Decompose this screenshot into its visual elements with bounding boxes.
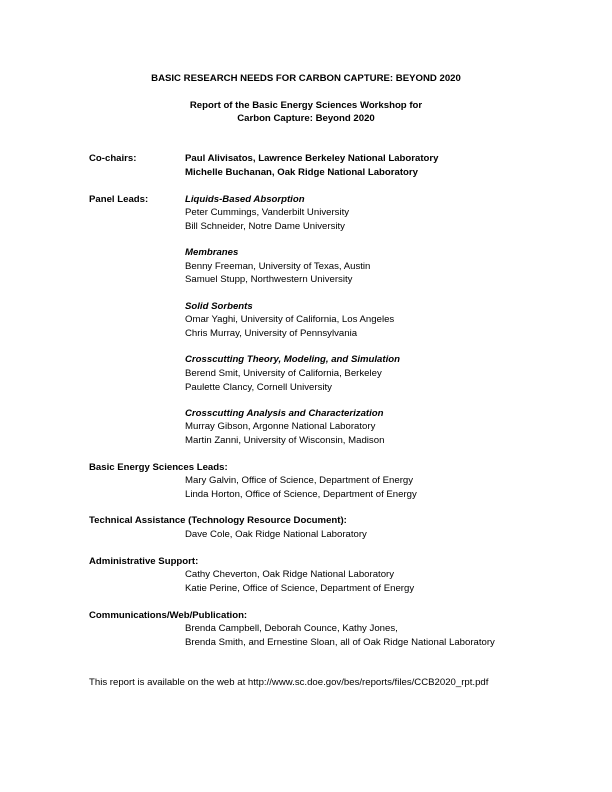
panel-member: Peter Cummings, Vanderbilt University	[185, 207, 350, 218]
cochair-name: Paul Alivisatos, Lawrence Berkeley National Laboratory	[185, 153, 439, 164]
cochair-name: Michelle Buchanan, Oak Ridge National Laboratory	[185, 167, 418, 178]
panel-title: Solid Sorbents	[185, 301, 253, 312]
subtitle-line-2: Carbon Capture: Beyond 2020	[237, 113, 375, 124]
technical-assistance-label: Technical Assistance (Technology Resource Document):	[89, 515, 347, 526]
panel-title: Membranes	[185, 247, 239, 258]
panel-title: Liquids-Based Absorption	[185, 194, 305, 205]
technical-assistance-name: Dave Cole, Oak Ridge National Laboratory	[185, 529, 367, 540]
subtitle-line-1: Report of the Basic Energy Sciences Workshop for	[189, 100, 423, 111]
panel-member: Benny Freeman, University of Texas, Austin	[185, 261, 371, 272]
panel-member: Martin Zanni, University of Wisconsin, Madison	[185, 435, 385, 446]
panel-member: Bill Schneider, Notre Dame University	[185, 221, 345, 232]
panel-member: Samuel Stupp, Northwestern University	[185, 274, 353, 285]
communications-name: Brenda Campbell, Deborah Counce, Kathy Jones,	[185, 623, 398, 634]
admin-support-name: Katie Perine, Office of Science, Department of Energy	[185, 583, 415, 594]
admin-support-label: Administrative Support:	[89, 556, 199, 567]
panel-member: Murray Gibson, Argonne National Laboratory	[185, 421, 376, 432]
panel-title: Crosscutting Theory, Modeling, and Simulation	[185, 354, 400, 365]
admin-support-name: Cathy Cheverton, Oak Ridge National Laboratory	[185, 569, 395, 580]
panel-member: Omar Yaghi, University of California, Los Angeles	[185, 314, 395, 325]
cochairs-label: Co-chairs:	[89, 153, 137, 164]
panel-member: Berend Smit, University of California, Berkeley	[185, 368, 382, 379]
panel-member: Paulette Clancy, Cornell University	[185, 382, 332, 393]
communications-label: Communications/Web/Publication:	[89, 610, 248, 621]
panel-leads-label: Panel Leads:	[89, 194, 149, 205]
footer-note: This report is available on the web at http://www.sc.doe.gov/bes/reports/files/CCB2020_rpt.pdf	[89, 677, 489, 688]
panel-title: Crosscutting Analysis and Characterization	[185, 408, 384, 419]
bes-lead-name: Mary Galvin, Office of Science, Department of Energy	[185, 475, 414, 486]
bes-lead-name: Linda Horton, Office of Science, Department of Energy	[185, 489, 417, 500]
communications-name: Brenda Smith, and Ernestine Sloan, all of Oak Ridge National Laboratory	[185, 637, 495, 648]
bes-leads-label: Basic Energy Sciences Leads:	[89, 462, 228, 473]
report-title: BASIC RESEARCH NEEDS FOR CARBON CAPTURE: BEYOND 2020	[151, 73, 461, 84]
panel-member: Chris Murray, University of Pennsylvania	[185, 328, 358, 339]
